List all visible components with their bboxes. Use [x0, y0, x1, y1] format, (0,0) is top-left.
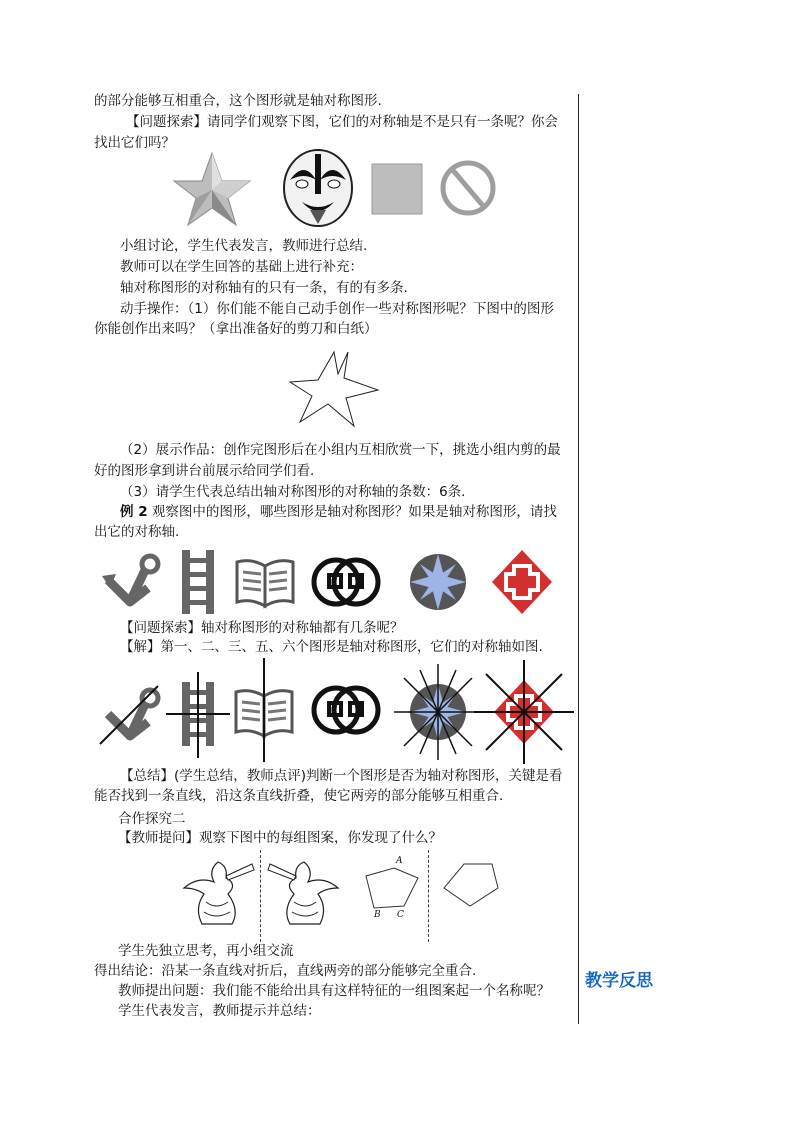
- angel-figure-right: [264, 858, 344, 928]
- text-line: 合作探究二: [118, 811, 186, 827]
- snowflake-with-axes: [394, 664, 482, 760]
- text-line: 的部分能够互相重合，这个图形就是轴对称图形.: [94, 93, 382, 109]
- text-line: 【教师提问】观察下图中的每组图案，你发现了什么？: [118, 830, 442, 846]
- side-heading-teaching-reflection: 教学反思: [585, 971, 653, 991]
- text-line: 出它的对称轴.: [94, 524, 180, 540]
- example-label: 例 2: [120, 504, 148, 520]
- gray-square-figure: [372, 164, 422, 214]
- shaded-star-figure: [174, 153, 250, 225]
- vertex-label-a: A: [396, 856, 403, 866]
- snowflake-star-icon: [410, 554, 466, 610]
- linked-coins-icon: [314, 560, 378, 604]
- prohibition-sign-figure: [443, 163, 493, 213]
- six-symbols-figure-row: [100, 548, 560, 618]
- text-line: 学生先独立思考，再小组交流: [118, 943, 294, 959]
- pentagon-figure-right: [440, 860, 506, 912]
- column-divider: [578, 94, 579, 1024]
- text-line: 轴对称图形的对称轴有的只有一条，有的有多条.: [120, 280, 408, 296]
- angel-figure-left: [178, 858, 258, 928]
- text-line: 找出它们吗？: [94, 135, 175, 151]
- text-line: 能否找到一条直线，沿这条直线折叠，使它两旁的部分能够互相重合.: [94, 788, 504, 804]
- text-line: [120, 503, 557, 521]
- book-with-axis: [236, 658, 292, 762]
- dashed-fold-line: [260, 850, 261, 942]
- symbols-with-axes-figure-row: [96, 658, 576, 762]
- anchor-with-axis: [100, 686, 158, 744]
- ladder-icon: [182, 550, 214, 614]
- text-line: 你能创作出来吗？（拿出准备好的剪刀和白纸）: [94, 321, 378, 337]
- text-line: 教师提出问题：我们能不能给出具有这样特征的一组图案起一个名称呢？: [118, 983, 550, 999]
- vertex-label-c: C: [397, 910, 404, 920]
- red-cross-with-axes: [474, 660, 574, 764]
- dashed-fold-line: [428, 850, 429, 942]
- open-book-icon: [237, 561, 293, 606]
- figure-row-symmetry-axes: [170, 148, 510, 228]
- red-cross-icon: [492, 550, 552, 614]
- text-line: 【问题探索】轴对称图形的对称轴都有几条呢？: [120, 620, 404, 636]
- text-line: 【问题探索】请同学们观察下图，它们的对称轴是不是只有一条呢？你会: [126, 114, 558, 130]
- example-text: 观察图中的图形，哪些图形是轴对称图形？如果是轴对称图形，请找: [147, 504, 557, 520]
- text-line: 小组讨论，学生代表发言，教师进行总结.: [120, 238, 368, 254]
- text-line: 教师可以在学生回答的基础上进行补充：: [120, 259, 363, 275]
- ladder-with-axes: [166, 672, 230, 758]
- six-point-star-figure: [288, 350, 380, 430]
- text-line: （2）展示作品：创作完图形后在小组内互相欣赏一下，挑选小组内剪的最: [120, 442, 561, 458]
- text-line: 得出结论：沿某一条直线对折后，直线两旁的部分能够完全重合.: [94, 963, 477, 979]
- vertex-label-b: B: [374, 910, 381, 920]
- pentagon-figure-left: [360, 852, 426, 922]
- anchor-icon: [102, 556, 158, 602]
- opera-mask-figure: [284, 150, 352, 226]
- text-line: 【解】第一、二、三、五、六个图形是轴对称图形，它们的对称轴如图.: [120, 639, 543, 655]
- text-line: 【总结】(学生总结，教师点评)判断一个图形是否为轴对称图形，关键是看: [120, 768, 563, 784]
- text-line: 学生代表发言，教师提示并总结：: [118, 1003, 321, 1019]
- coins-shape: [314, 688, 378, 732]
- text-line: （3）请学生代表总结出轴对称图形的对称轴的条数：6条.: [120, 484, 466, 500]
- text-line: 动手操作：（1）你们能不能自己动手创作一些对称图形呢？下图中的图形: [120, 301, 554, 317]
- text-line: 好的图形拿到讲台前展示给同学们看.: [94, 463, 315, 479]
